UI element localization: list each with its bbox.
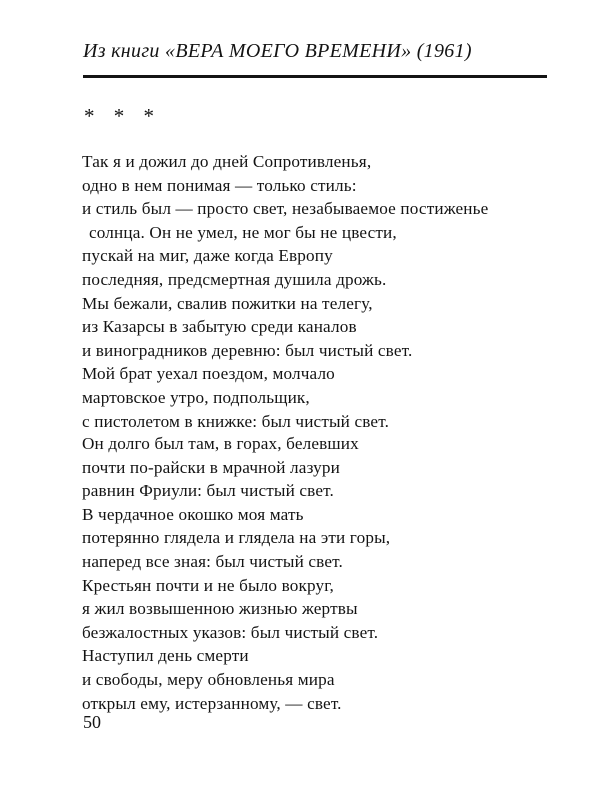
poem-line: Так я и дожил до дней Сопротивленья, bbox=[82, 152, 372, 171]
poem-line: я жил возвышенною жизнью жертвы bbox=[82, 599, 358, 619]
poem-line: и стиль был — просто свет, незабываемое постиженье bbox=[82, 199, 489, 219]
poem-line: Мы бежали, свалив пожитки на телегу, bbox=[82, 293, 373, 313]
poem-line: Крестьян почти и не было вокруг, bbox=[82, 575, 334, 595]
poem-line: Наступил день смерти bbox=[82, 646, 249, 666]
poem-line: и виноградников деревню: был чистый свет. bbox=[82, 340, 413, 360]
poem-line: наперед все зная: был чистый свет. bbox=[82, 551, 343, 571]
poem-line: Он долго был там, в горах, белевших bbox=[82, 434, 359, 453]
poem-line: последняя, предсмертная душила дрожь. bbox=[82, 269, 387, 289]
running-head: Из книги «ВЕРА МОЕГО ВРЕМЕНИ» (1961) bbox=[83, 40, 472, 62]
stanza-1 bbox=[82, 150, 488, 433]
poem-line: солнца. Он не умел, не мог бы не цвести, bbox=[89, 222, 397, 242]
poem-line: одно в нем понимая — только стиль: bbox=[82, 175, 357, 195]
poem-line: В чердачное окошко моя мать bbox=[82, 504, 304, 524]
poem-line: потерянно глядела и глядела на эти горы, bbox=[82, 528, 391, 548]
header-rule bbox=[83, 75, 547, 78]
poem-line: мартовское утро, подпольщик, bbox=[82, 387, 310, 407]
poem-line: из Казарсы в забытую среди каналов bbox=[82, 317, 357, 337]
poem-line: почти по-райски в мрачной лазури bbox=[82, 457, 340, 477]
stanza-2 bbox=[82, 432, 390, 715]
section-mark: * * * bbox=[84, 104, 161, 128]
poem-line: равнин Фриули: был чистый свет. bbox=[82, 481, 334, 501]
poem-line: открыл ему, истерзанному, — свет. bbox=[82, 693, 342, 713]
poem-line: и свободы, меру обновленья мира bbox=[82, 669, 335, 689]
page-number: 50 bbox=[83, 712, 101, 732]
poem-line: безжалостных указов: был чистый свет. bbox=[82, 622, 379, 642]
poem-line: с пистолетом в книжке: был чистый свет. bbox=[82, 411, 390, 431]
poem-line: Мой брат уехал поездом, молчало bbox=[82, 364, 335, 384]
poem-line: пускай на миг, даже когда Европу bbox=[82, 246, 333, 266]
